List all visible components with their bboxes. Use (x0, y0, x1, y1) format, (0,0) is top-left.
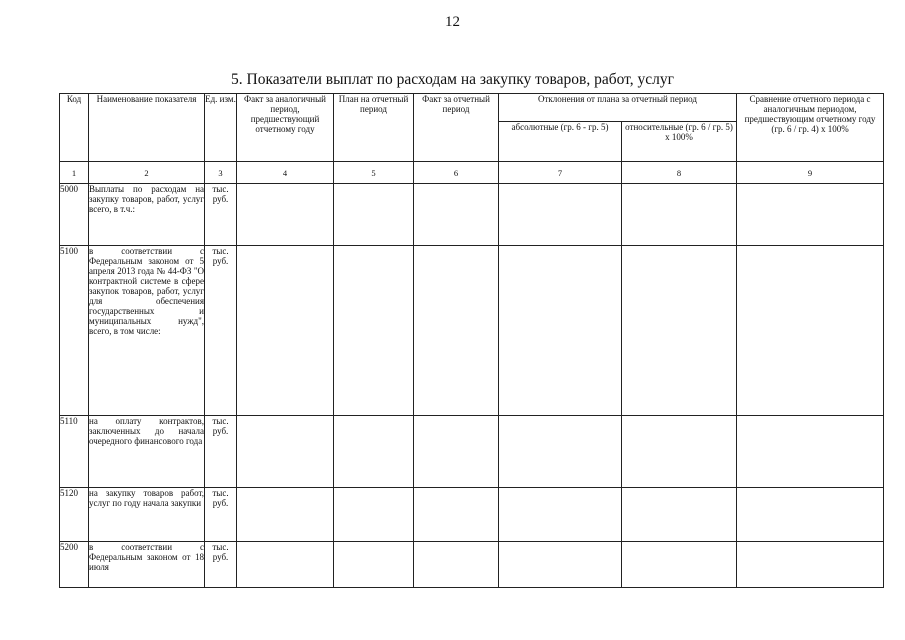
column-number: 1 (60, 162, 89, 184)
value-fact-prev (237, 488, 334, 542)
table-row (60, 416, 884, 488)
column-number: 7 (499, 162, 622, 184)
row-name: на оплату контрактов, заключенных до начала очередного финансового года (89, 416, 205, 488)
value-comparison (737, 184, 884, 246)
column-number: 6 (414, 162, 499, 184)
value-deviation-relative (622, 184, 737, 246)
column-number: 3 (205, 162, 237, 184)
value-fact (414, 184, 499, 246)
value-fact (414, 542, 499, 588)
table-row (60, 542, 884, 588)
row-code: 5000 (60, 184, 89, 246)
value-comparison (737, 542, 884, 588)
value-fact-prev (237, 246, 334, 416)
header-deviation: Отклонения от плана за отчетный период (499, 94, 737, 122)
value-fact-prev (237, 416, 334, 488)
row-unit: тыс. руб. (205, 184, 237, 246)
value-deviation-absolute (499, 416, 622, 488)
column-numbers-row (60, 162, 884, 184)
value-fact (414, 246, 499, 416)
value-fact (414, 488, 499, 542)
column-number: 5 (334, 162, 414, 184)
row-name: Выплаты по расходам на закупку товаров, работ, услуг всего, в т.ч.: (89, 184, 205, 246)
row-unit: тыс. руб. (205, 542, 237, 588)
row-unit: тыс. руб. (205, 488, 237, 542)
value-comparison (737, 416, 884, 488)
header-name: Наименование показателя (89, 94, 205, 162)
row-unit: тыс. руб. (205, 416, 237, 488)
page-number: 12 (445, 14, 460, 30)
value-deviation-relative (622, 488, 737, 542)
column-number: 9 (737, 162, 884, 184)
value-deviation-relative (622, 246, 737, 416)
value-plan (334, 184, 414, 246)
value-deviation-relative (622, 542, 737, 588)
header-plan: План на отчетный период (334, 94, 414, 162)
table-row (60, 184, 884, 246)
header-fact-prev: Факт за аналогичный период, предшествующий отчетному году (237, 94, 334, 162)
header-unit: Ед. изм. (205, 94, 237, 162)
row-name: в соответствии с Федеральным законом от 5 апреля 2013 года № 44-ФЗ "О контрактной системе в сфере закупок товаров, работ, услуг для обеспечения государственных и муниципальных нужд", всего, в том числе: (89, 246, 205, 416)
section-title: 5. Показатели выплат по расходам на закупку товаров, работ, услуг (231, 71, 674, 88)
table-row (60, 488, 884, 542)
header-deviation-absolute: абсолютные (гр. 6 - гр. 5) (499, 122, 622, 162)
column-number: 4 (237, 162, 334, 184)
payments-table (59, 93, 884, 588)
row-code: 5200 (60, 542, 89, 588)
value-plan (334, 488, 414, 542)
value-deviation-absolute (499, 184, 622, 246)
value-comparison (737, 246, 884, 416)
value-fact (414, 416, 499, 488)
value-comparison (737, 488, 884, 542)
header-deviation-relative: относительные (гр. 6 / гр. 5) x 100% (622, 122, 737, 162)
value-plan (334, 416, 414, 488)
row-code: 5110 (60, 416, 89, 488)
value-deviation-absolute (499, 488, 622, 542)
value-deviation-relative (622, 416, 737, 488)
table-row (60, 246, 884, 416)
column-number: 8 (622, 162, 737, 184)
row-name: в соответствии с Федеральным законом от 18 июля (89, 542, 205, 588)
value-deviation-absolute (499, 246, 622, 416)
value-plan (334, 542, 414, 588)
row-unit: тыс. руб. (205, 246, 237, 416)
header-code: Код (60, 94, 89, 162)
row-code: 5100 (60, 246, 89, 416)
header-comparison: Сравнение отчетного периода с аналогичным периодом, предшествующим отчетному году (гр. 6 / гр. 4) x 100% (737, 94, 884, 162)
column-number: 2 (89, 162, 205, 184)
header-fact: Факт за отчетный период (414, 94, 499, 162)
value-plan (334, 246, 414, 416)
row-code: 5120 (60, 488, 89, 542)
value-deviation-absolute (499, 542, 622, 588)
value-fact-prev (237, 184, 334, 246)
value-fact-prev (237, 542, 334, 588)
row-name: на закупку товаров работ, услуг по году начала закупки (89, 488, 205, 542)
